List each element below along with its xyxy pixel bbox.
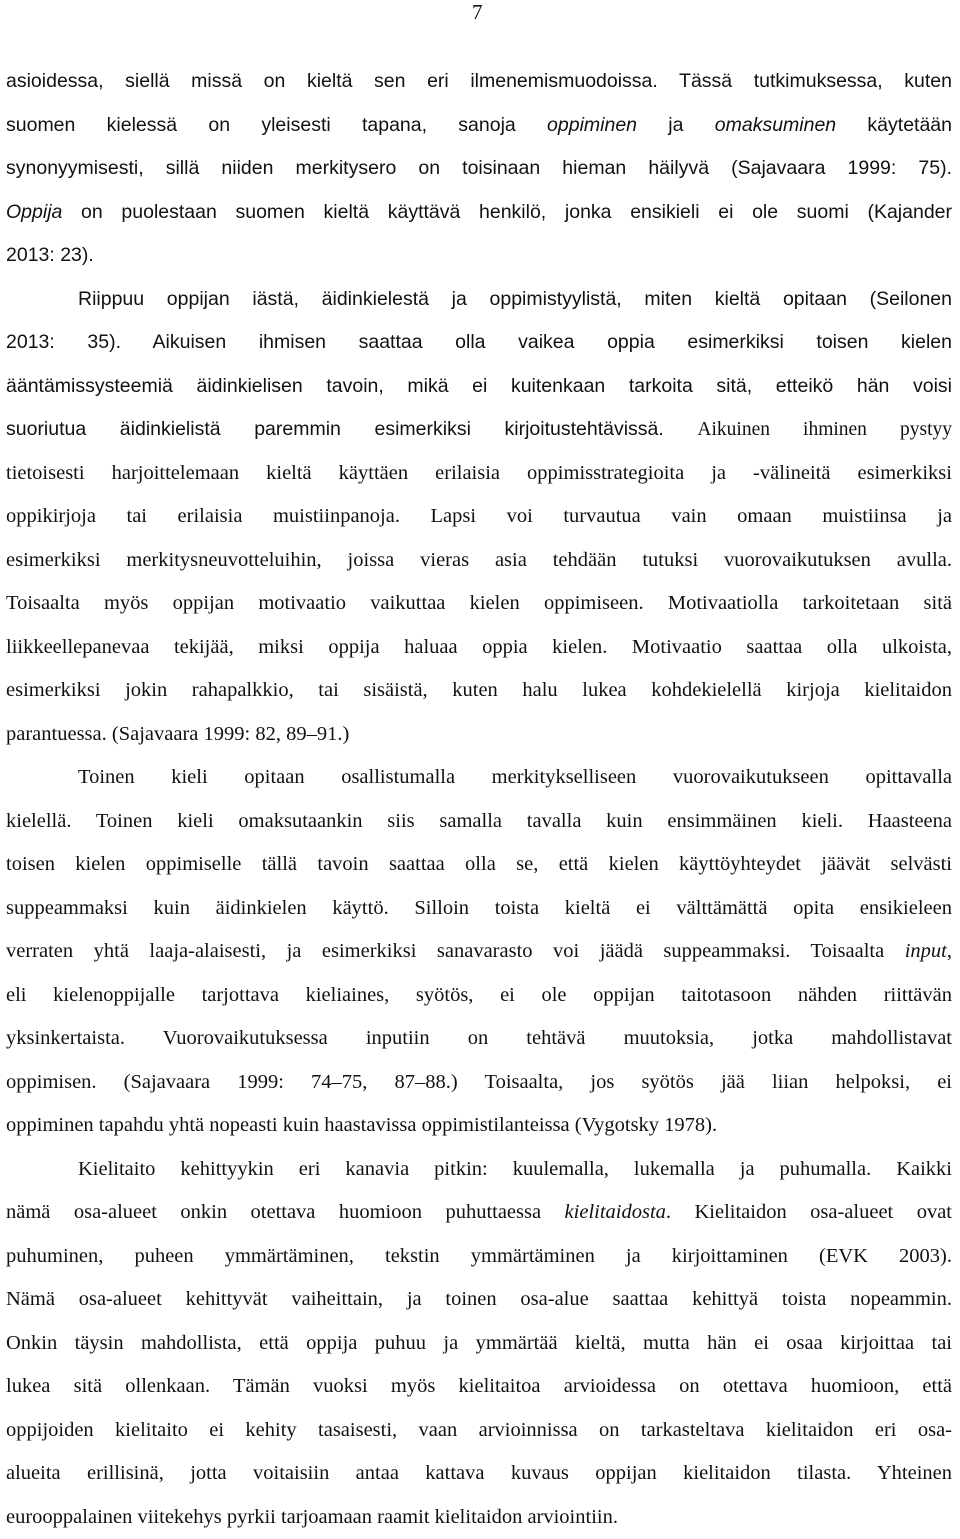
text-segment: , xyxy=(947,940,952,962)
page-number: 7 xyxy=(472,0,483,24)
text-segment: Toisaalta myös oppijan motivaatio vaikuttaa kielen oppimiseen. Motivaatiolla tarkoitetaan sitä xyxy=(6,592,952,614)
italic-term: input xyxy=(905,940,947,962)
text-line xyxy=(6,1278,952,1322)
text-segment: liikkeellepanevaa tekijää, miksi oppija haluaa oppia kielen. Motivaatio saattaa olla ulkoista, xyxy=(6,636,952,658)
text-line xyxy=(6,1017,952,1061)
text-line xyxy=(6,495,952,539)
text-segment: alueita erillisinä, jotta voitaisiin antaa kattava kuvaus oppijan kielitaidon tilasta. Yhteinen xyxy=(6,1462,952,1484)
text-line xyxy=(6,800,952,844)
text-line xyxy=(6,408,952,452)
text-line xyxy=(6,1365,952,1409)
text-line xyxy=(6,147,952,191)
text-line xyxy=(6,191,952,235)
text-segment: toisen kielen oppimiselle tällä tavoin saattaa olla se, että kielen käyttöyhteydet jäävät selvästi xyxy=(6,853,952,875)
text-segment: on puolestaan suomen kieltä käyttävä henkilö, jonka ensikieli ei ole suomi (Kajander xyxy=(62,201,952,223)
text-line xyxy=(6,104,952,148)
text-segment: eurooppalainen viitekehys pyrkii tarjoamaan raamit kielitaidon arviointiin. xyxy=(6,1506,618,1528)
text-segment: esimerkiksi merkitysneuvotteluihin, joissa vieras asia tehdään tutuksi vuorovaikutuksen avulla. xyxy=(6,549,952,571)
text-segment: 2013: 35). Aikuisen ihmisen saattaa olla vaikea oppia esimerkiksi toisen kielen xyxy=(6,331,952,353)
italic-term: kielitaidosta xyxy=(565,1201,666,1223)
text-line xyxy=(6,1148,952,1192)
text-segment: kielellä. Toinen kieli omaksutaankin siis samalla tavalla kuin ensimmäinen kieli. Haasteena xyxy=(6,810,952,832)
text-line xyxy=(6,365,952,409)
text-segment: suoriutua äidinkielistä paremmin esimerkiksi kirjoitustehtävissä. xyxy=(6,418,697,440)
text-segment: verraten yhtä laaja-alaisesti, ja esimerkiksi sanavarasto voi jäädä suppeammaksi. Toisaalta xyxy=(6,940,905,962)
text-segment: 2013: 23). xyxy=(6,244,94,266)
text-segment: esimerkiksi jokin rahapalkkio, tai sisäistä, kuten halu lukea kohdekielellä kirjoja kielitaidon xyxy=(6,679,952,701)
text-line xyxy=(6,1104,952,1148)
text-segment: lukea sitä ollenkaan. Tämän vuoksi myös kielitaitoa arvioidessa on otettava huomioon, että xyxy=(6,1375,952,1397)
text-segment: yksinkertaista. Vuorovaikutuksessa inputiin on tehtävä muutoksia, jotka mahdollistavat xyxy=(6,1027,952,1049)
text-line xyxy=(6,1322,952,1366)
text-line xyxy=(6,669,952,713)
text-segment: synonyymisesti, sillä niiden merkitysero on toisinaan hieman häilyvä (Sajavaara 1999: 75). xyxy=(6,157,952,179)
text-segment: Riippuu oppijan iästä, äidinkielestä ja oppimistyylistä, miten kieltä opitaan (Seilonen xyxy=(78,288,952,310)
text-segment: nämä osa-alueet onkin otettava huomioon puhuttaessa xyxy=(6,1201,565,1223)
text-segment: oppiminen tapahdu yhtä nopeasti kuin haastavissa oppimistilanteissa (Vygotsky 1978). xyxy=(6,1114,717,1136)
text-segment: oppikirjoja tai erilaisia muistiinpanoja. Lapsi voi turvautua vain omaan muistiinsa ja xyxy=(6,505,952,527)
text-line xyxy=(6,626,952,670)
text-line xyxy=(6,321,952,365)
text-segment: oppimisen. (Sajavaara 1999: 74–75, 87–88.) Toisaalta, jos syötös jää liian helpoksi, ei xyxy=(6,1071,952,1093)
text-line xyxy=(6,1409,952,1453)
text-segment: ja xyxy=(637,114,715,136)
text-segment: Onkin täysin mahdollista, että oppija puhuu ja ymmärtää kieltä, mutta hän ei osaa kirjoittaa tai xyxy=(6,1332,952,1354)
text-line xyxy=(6,539,952,583)
text-line xyxy=(6,234,952,278)
text-segment: suomen kielessä on yleisesti tapana, sanoja xyxy=(6,114,547,136)
italic-term: oppiminen xyxy=(547,114,637,136)
text-line xyxy=(6,452,952,496)
text-line xyxy=(6,278,952,322)
text-segment: suppeammaksi kuin äidinkielen käyttö. Silloin toista kieltä ei välttämättä opita ensikieleen xyxy=(6,897,952,919)
text-line xyxy=(6,713,952,757)
italic-term: Oppija xyxy=(6,201,62,223)
text-line xyxy=(6,1235,952,1279)
text-segment: oppijoiden kielitaito ei kehity tasaisesti, vaan arvioinnissa on tarkasteltava kielitaidon eri osa- xyxy=(6,1419,952,1441)
text-line xyxy=(6,1191,952,1235)
text-segment: asioidessa, siellä missä on kieltä sen eri ilmenemismuodoissa. Tässä tutkimuksessa, kuten xyxy=(6,70,952,92)
text-segment: eli kielenoppijalle tarjottava kieliaines, syötös, ei ole oppijan taitotasoon nähden riittävän xyxy=(6,984,952,1006)
text-line xyxy=(6,930,952,974)
text-segment: Toinen kieli opitaan osallistumalla merkitykselliseen vuorovaikutukseen opittavalla xyxy=(78,766,952,788)
text-line xyxy=(6,1452,952,1496)
text-segment: Kielitaito kehittyykin eri kanavia pitkin: kuulemalla, lukemalla ja puhumalla. Kaikki xyxy=(78,1158,952,1180)
text-line xyxy=(6,60,952,104)
text-segment: käytetään xyxy=(836,114,952,136)
text-line xyxy=(6,756,952,800)
text-line xyxy=(6,582,952,626)
text-line xyxy=(6,974,952,1018)
text-segment: Aikuinen ihminen pystyy xyxy=(697,419,952,440)
text-segment: Nämä osa-alueet kehittyvät vaiheittain, ja toinen osa-alue saattaa kehittyä toista nopeammin. xyxy=(6,1288,952,1310)
body-text xyxy=(6,60,952,1539)
text-line xyxy=(6,1061,952,1105)
text-segment: ääntämissysteemiä äidinkielisen tavoin, mikä ei kuitenkaan tarkoita sitä, etteikö hän voisi xyxy=(6,375,952,397)
text-line xyxy=(6,843,952,887)
text-segment: parantuessa. (Sajavaara 1999: 82, 89–91.) xyxy=(6,723,349,745)
text-segment: puhuminen, puheen ymmärtäminen, tekstin ymmärtäminen ja kirjoittaminen (EVK 2003). xyxy=(6,1245,952,1267)
text-segment: . Kielitaidon osa-alueet ovat xyxy=(666,1201,952,1223)
text-line xyxy=(6,887,952,931)
text-line xyxy=(6,1496,952,1539)
text-segment: tietoisesti harjoittelemaan kieltä käyttäen erilaisia oppimisstrategioita ja -välineitä esimerkiksi xyxy=(6,462,952,484)
italic-term: omaksuminen xyxy=(715,114,836,136)
